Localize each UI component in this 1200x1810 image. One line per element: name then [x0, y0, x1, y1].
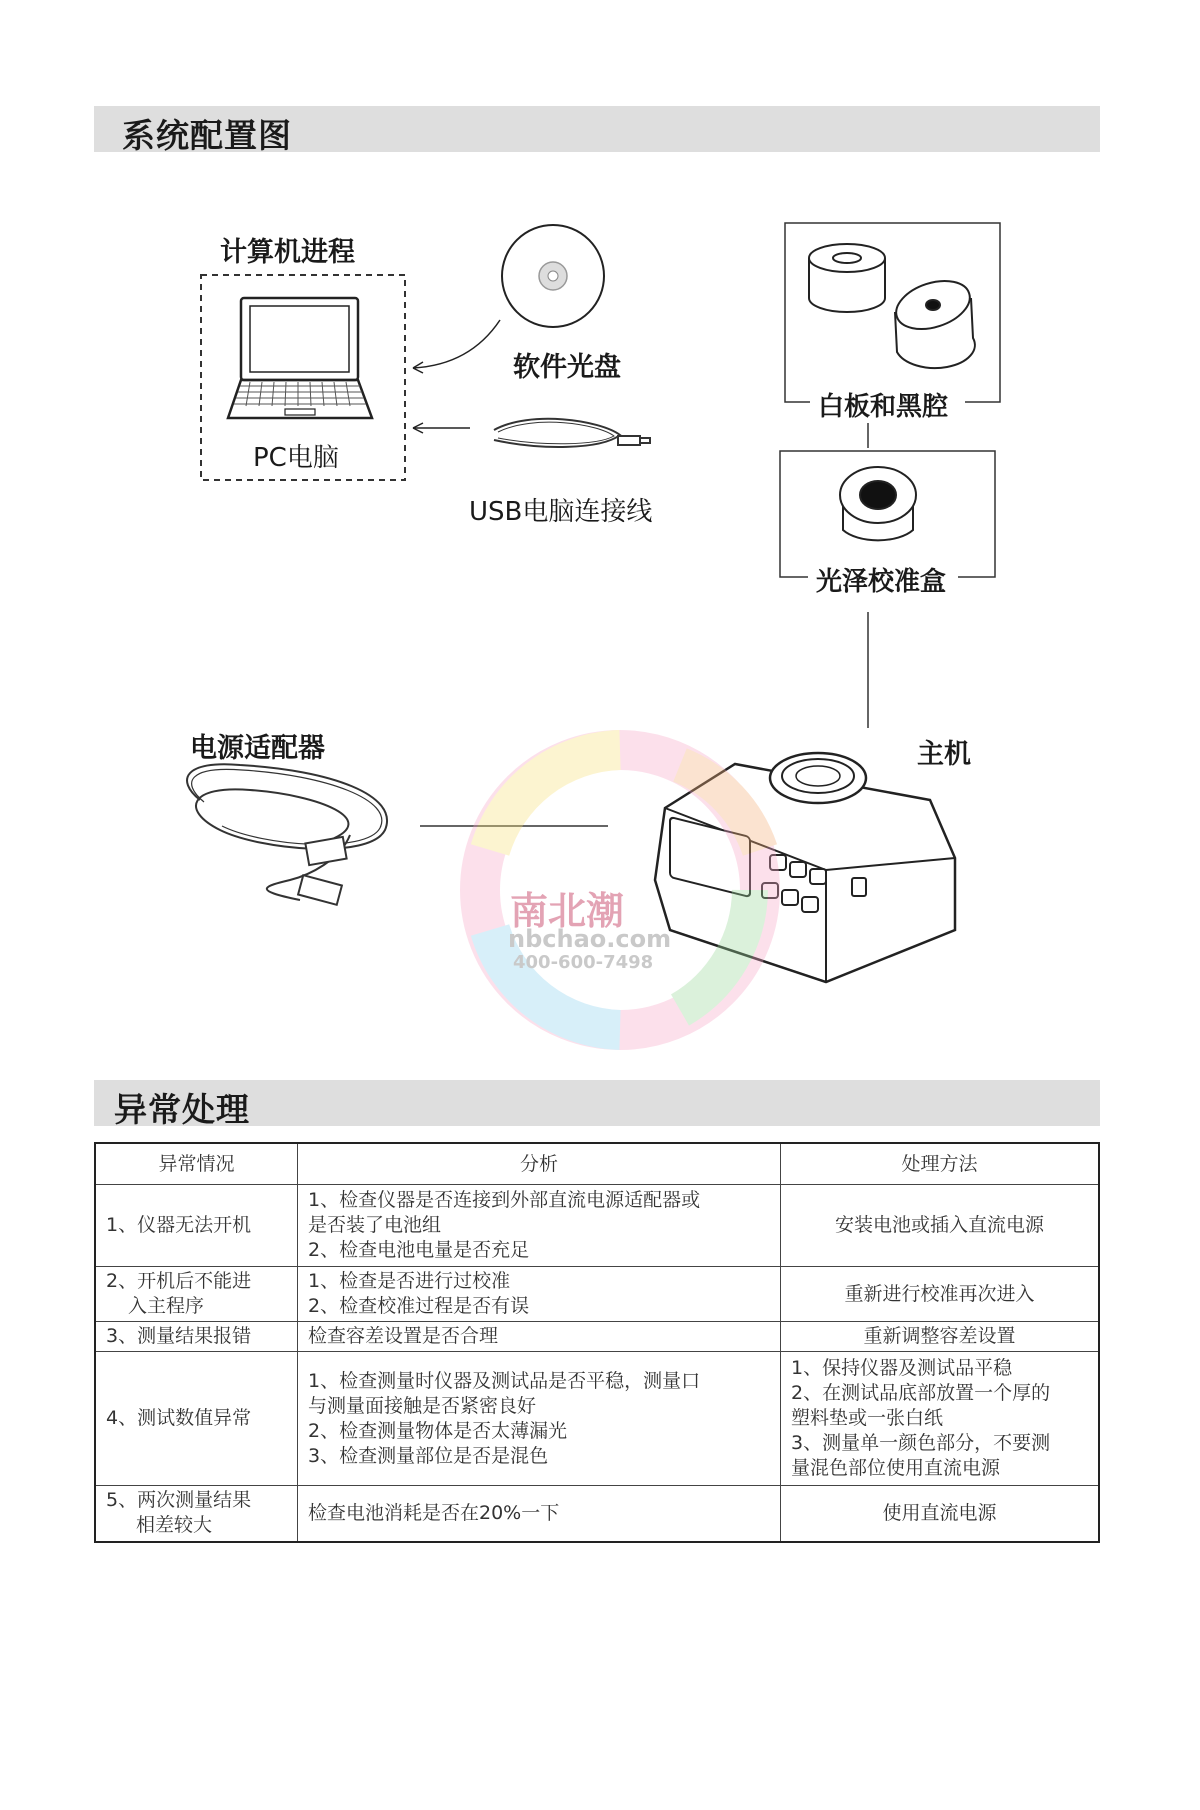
- usb-cable-label: USB电脑连接线: [469, 497, 653, 527]
- pc-label: PC电脑: [253, 443, 339, 473]
- solution-cell: 重新调整容差设置: [781, 1322, 1100, 1352]
- section-header-exceptions: [94, 1080, 1100, 1129]
- watermark-phone: 400-600-7498: [513, 952, 654, 973]
- issue-cell: 4、测试数值异常: [95, 1352, 298, 1486]
- whiteboard-cavity-label: 白板和黑腔: [810, 386, 956, 423]
- issue-cell: 3、测量结果报错: [95, 1322, 298, 1352]
- white-tile-icon: [809, 244, 885, 312]
- watermark-site: nbchao.com: [508, 925, 672, 953]
- black-cavity-icon: [890, 272, 976, 368]
- computer-process-title: 计算机进程: [220, 237, 355, 268]
- solution-cell: 使用直流电源: [781, 1486, 1100, 1542]
- header-issue: 异常情况: [95, 1143, 298, 1185]
- table-row: [95, 1322, 1099, 1352]
- issue-cell: 5、两次测量结果 相差较大: [95, 1486, 298, 1542]
- gloss-calibrator-icon: [840, 467, 916, 540]
- analysis-cell: 1、检查仪器是否连接到外部直流电源适配器或 是否装了电池组 2、检查电池电量是否充足: [298, 1185, 781, 1267]
- solution-cell: 安装电池或插入直流电源: [781, 1185, 1100, 1267]
- solution-cell: 1、保持仪器及测试品平稳 2、在测试品底部放置一个厚的 塑料垫或一张白纸 3、测量单一颜色部分，不要测 量混色部位使用直流电源: [781, 1352, 1100, 1486]
- header-analysis: 分析: [298, 1143, 781, 1185]
- laptop-icon: [228, 298, 372, 418]
- watermark-brand: 南北潮: [510, 889, 625, 933]
- cd-arrow: [413, 320, 500, 368]
- table-row: [95, 1185, 1099, 1267]
- header-solution: 处理方法: [781, 1143, 1100, 1185]
- issue-cell: 2、开机后不能进 入主程序: [95, 1267, 298, 1322]
- analysis-cell: 检查电池消耗是否在20%一下: [298, 1486, 781, 1542]
- section-title: 系统配置图: [122, 116, 292, 155]
- gloss-calibration-box-label: 光泽校准盒: [808, 561, 954, 598]
- table-row: [95, 1486, 1099, 1542]
- analysis-cell: 检查容差设置是否合理: [298, 1322, 781, 1352]
- analysis-cell: 1、检查测量时仪器及测试品是否平稳，测量口 与测量面接触是否紧密良好 2、检查测量物体是否太薄漏光 3、检查测量部位是否是混色: [298, 1352, 781, 1486]
- table-row: [95, 1352, 1099, 1486]
- cd-label: 软件光盘: [513, 352, 621, 383]
- troubleshooting-table: [94, 1142, 1100, 1543]
- analysis-cell: 1、检查是否进行过校准 2、检查校准过程是否有误: [298, 1267, 781, 1322]
- power-cord-icon: [187, 764, 387, 905]
- section-title: 异常处理: [114, 1090, 250, 1129]
- usb-cable-icon: [494, 419, 650, 447]
- table-header-row: [95, 1143, 1099, 1185]
- main-unit-label: 主机: [917, 739, 971, 770]
- issue-cell: 1、仪器无法开机: [95, 1185, 298, 1267]
- table-row: [95, 1267, 1099, 1322]
- solution-cell: 重新进行校准再次进入: [781, 1267, 1100, 1322]
- power-adapter-label: 电源适配器: [190, 733, 325, 764]
- cd-disc-icon: [502, 225, 604, 327]
